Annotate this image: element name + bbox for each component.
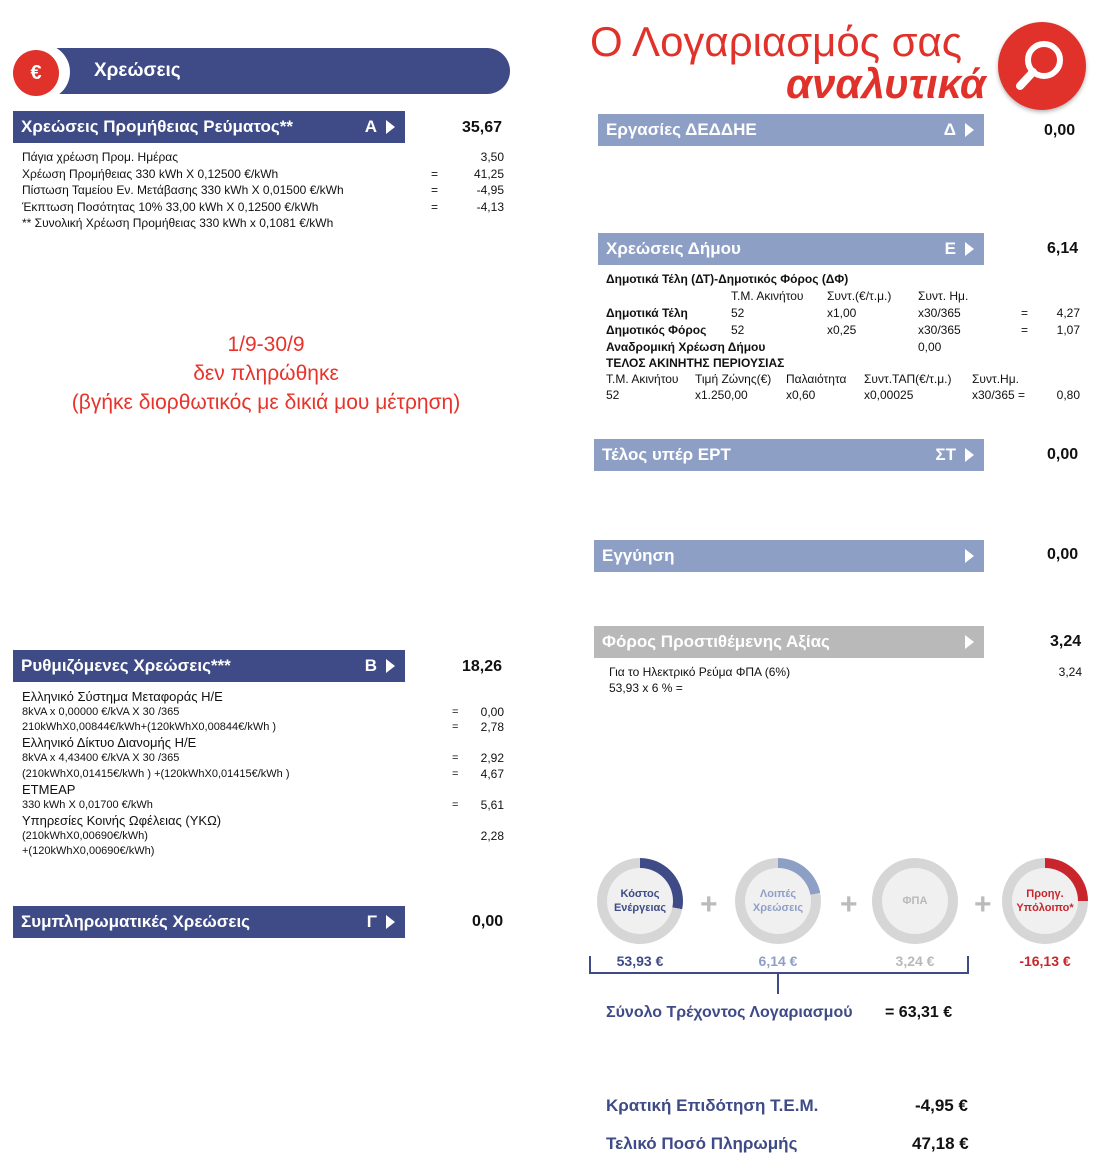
- coins-icon: €: [13, 50, 59, 96]
- summary-circle-value: 3,24 €: [895, 953, 935, 969]
- vat-line1-value: 3,24: [1058, 665, 1082, 679]
- tap-val: x0,60: [786, 388, 816, 402]
- charge-line-text: 330 kWh X 0,01700 €/kWh: [22, 798, 153, 811]
- charges-header-title: Χρεώσεις: [94, 60, 181, 81]
- triangle-right-icon: [965, 242, 974, 256]
- subsidy-value: -4,95 €: [915, 1096, 968, 1115]
- section-st-amount: 0,00: [1047, 446, 1079, 463]
- section-guarantee-amount: 0,00: [1047, 546, 1079, 563]
- triangle-right-icon: [965, 635, 974, 649]
- tap-val: x1.250,00: [695, 388, 748, 402]
- charge-line-value: 41,25: [473, 166, 504, 181]
- tap-col: Παλαιότητα: [786, 372, 847, 386]
- section-c-label: Συμπληρωματικές Χρεώσεις: [21, 912, 251, 931]
- charge-line-value: 3,50: [480, 150, 504, 164]
- section-d-label: Εργασίες ΔΕΔΔΗΕ: [606, 120, 757, 139]
- municipal-heading: Δημοτικά Τέλη (ΔΤ)-Δημοτικός Φόρος (ΔΦ): [606, 272, 849, 286]
- section-st-bar: [594, 439, 984, 471]
- charge-line-text: Έκπτωση Ποσότητας 10% 33,00 kWh X 0,12500 €/kWh: [22, 199, 319, 214]
- note-line2: δεν πληρώθηκε: [193, 362, 339, 385]
- charge-line-eq: =: [452, 752, 459, 765]
- tap-heading: ΤΕΛΟΣ ΑΚΙΝΗΤΗΣ ΠΕΡΙΟΥΣΙΑΣ: [606, 356, 785, 370]
- subsidy-label: Κρατική Επιδότηση Τ.Ε.Μ.: [606, 1096, 819, 1115]
- charge-line-value: 2,78: [480, 720, 504, 735]
- section-a-label: Χρεώσεις Προμήθειας Ρεύματος**: [21, 117, 293, 136]
- section-d-code: Δ: [943, 120, 956, 139]
- summary-circle-label: [1012, 868, 1078, 934]
- charge-line-text: Πίστωση Ταμείου Εν. Μετάβασης 330 kWh X 0,01500 €/kWh: [22, 183, 344, 197]
- section-guarantee-label: Εγγύηση: [602, 546, 675, 565]
- summary-circle-label-line2: Ενέργειας: [613, 902, 667, 914]
- section-b-bar: [13, 650, 405, 682]
- charge-line-text: 210kWhX0,00844€/kWh+(120kWhX0,00844€/kWh ): [22, 721, 277, 734]
- vat-line1: Για το Ηλεκτρικό Ρεύμα ΦΠΑ (6%): [609, 665, 791, 679]
- section-e-bar: [598, 233, 984, 265]
- municipal-row-eq: =: [1021, 323, 1029, 337]
- municipal-row-eq: =: [1021, 306, 1029, 320]
- charge-line-value: 5,61: [480, 797, 504, 812]
- charge-line-text: ** Συνολική Χρέωση Προμήθειας 330 kWh x 0,1081 €/kWh: [22, 216, 334, 230]
- section-c-code: Γ: [366, 912, 377, 931]
- municipal-row-name: Δημοτικά Τέλη: [606, 306, 688, 320]
- municipal-row-name: Δημοτικός Φόρος: [606, 323, 707, 337]
- section-vat-label: Φόρος Προστιθέμενης Αξίας: [602, 632, 830, 651]
- municipal-row-tm: 52: [731, 323, 745, 337]
- municipal-row-days: x30/365: [918, 306, 961, 320]
- charge-line-eq: =: [431, 166, 439, 181]
- summary-circle-value: 53,93 €: [616, 953, 664, 969]
- charge-line-value: 4,67: [480, 766, 504, 781]
- triangle-right-icon: [386, 915, 395, 929]
- triangle-right-icon: [965, 549, 974, 563]
- municipal-row-value: 1,07: [1056, 323, 1080, 337]
- summary-circle-label-line1: Κόστος: [620, 888, 660, 900]
- summary-circle: [1002, 858, 1088, 944]
- charge-group-heading: Ελληνικό Σύστημα Μεταφοράς Η/Ε: [22, 689, 223, 704]
- charge-line-eq: =: [431, 199, 439, 214]
- section-vat-amount: 3,24: [1050, 633, 1082, 650]
- triangle-right-icon: [965, 448, 974, 462]
- charge-line-value: -4,13: [476, 199, 504, 214]
- page-title-line1: Ο Λογαριασμός σας: [590, 18, 963, 65]
- triangle-right-icon: [965, 123, 974, 137]
- charge-line-eq: =: [452, 721, 459, 734]
- retro-value: 0,00: [918, 340, 942, 354]
- section-b-code: Β: [364, 656, 377, 675]
- charge-line-text: +(120kWhX0,00690€/kWh): [22, 845, 155, 858]
- summary-circle-label-line1: ΦΠΑ: [902, 895, 928, 907]
- note-line1: 1/9-30/9: [227, 333, 305, 356]
- charge-line-value: 0,00: [480, 705, 504, 719]
- municipal-row-tm: 52: [731, 306, 745, 320]
- charge-line-text: 8kVA x 0,00000 €/kVA X 30 /365: [22, 706, 180, 718]
- summary-bracket: [589, 956, 969, 974]
- summary-circle: [597, 858, 683, 944]
- tap-val: x0,00025: [864, 388, 914, 402]
- charge-line-value: 2,28: [480, 829, 504, 843]
- charge-line-text: 8kVA x 4,43400 €/kVA X 30 /365: [22, 752, 180, 765]
- charge-line-text: Πάγια χρέωση Προμ. Ημέρας: [22, 150, 179, 164]
- annotation-note: [20, 330, 512, 417]
- tap-col: Συντ.Ημ.: [972, 372, 1019, 386]
- section-d-bar: [598, 114, 984, 146]
- municipal-col-tm: Τ.Μ. Ακινήτου: [731, 289, 804, 303]
- tap-value: 0,80: [1056, 388, 1080, 402]
- summary-circle-label-line2: Υπόλοιπο*: [1016, 902, 1074, 914]
- charge-line-eq: =: [452, 767, 459, 780]
- charge-line-eq: =: [452, 798, 459, 811]
- final-label: Τελικό Ποσό Πληρωμής: [606, 1134, 798, 1153]
- charge-line-text: (210kWhX0,01415€/kWh ) +(120kWhX0,01415€/kWh ): [22, 767, 290, 780]
- charge-group-heading: ΕΤΜΕΑΡ: [22, 781, 76, 797]
- charge-group-heading: Ελληνικό Δίκτυο Διανομής Η/Ε: [22, 735, 197, 751]
- section-c-bar: [13, 906, 405, 938]
- note-line3: (βγήκε διορθωτικός με δικιά μου μέτρηση): [71, 391, 461, 414]
- municipal-col-days: Συντ. Ημ.: [918, 289, 969, 303]
- charge-line-value: 2,92: [480, 751, 504, 766]
- charge-group-heading: Υπηρεσίες Κοινής Ωφέλειας (ΥΚΩ): [22, 813, 222, 828]
- retro-label: Αναδρομική Χρέωση Δήμου: [606, 340, 766, 354]
- charge-line-eq: =: [431, 183, 439, 197]
- summary-circle-label-line1: Λοιπές: [759, 888, 797, 900]
- section-d-amount: 0,00: [1044, 122, 1076, 139]
- section-guarantee-bar: [594, 540, 984, 572]
- search-icon[interactable]: [998, 22, 1086, 110]
- section-st-code: ΣΤ: [935, 445, 956, 464]
- summary-circle: [872, 858, 958, 944]
- charge-line-text: Χρέωση Προμήθειας 330 kWh X 0,12500 €/kWh: [22, 166, 279, 181]
- total-label: Σύνολο Τρέχοντος Λογαριασμού: [606, 1004, 853, 1021]
- tap-col: Τ.Μ. Ακινήτου: [606, 372, 679, 386]
- total-value: = 63,31 €: [885, 1004, 953, 1021]
- section-b-amount: 18,26: [462, 658, 503, 675]
- section-e-amount: 6,14: [1047, 240, 1079, 257]
- municipal-row-coef: x0,25: [827, 323, 857, 337]
- section-e-code: Ε: [944, 239, 956, 258]
- final-value: 47,18 €: [912, 1134, 969, 1153]
- summary-bracket-stem: [777, 974, 779, 994]
- section-st-label: Τέλος υπέρ ΕΡΤ: [602, 445, 731, 464]
- section-vat-bar: [594, 626, 984, 658]
- summary-circle-value: 6,14 €: [758, 953, 798, 969]
- summary-circle-label-line2: Χρεώσεις: [752, 902, 804, 914]
- municipal-row-value: 4,27: [1056, 306, 1080, 320]
- summary-circle-label: [882, 868, 948, 934]
- summary-circle-label: [607, 868, 673, 934]
- charge-line-eq: =: [452, 706, 459, 718]
- section-a-amount: 35,67: [462, 119, 503, 136]
- tap-val: 52: [606, 388, 620, 402]
- plus-sign: +: [974, 888, 992, 921]
- tap-val: x30/365 =: [972, 388, 1026, 402]
- section-c-amount: 0,00: [472, 913, 504, 930]
- section-b-label: Ρυθμιζόμενες Χρεώσεις***: [21, 656, 231, 675]
- tap-col: Συντ.ΤΑΠ(€/τ.μ.): [864, 372, 952, 386]
- section-a-code: Α: [364, 117, 377, 136]
- plus-sign: +: [840, 888, 858, 921]
- tap-col: Τιμή Ζώνης(€): [695, 372, 772, 386]
- plus-sign: +: [700, 888, 718, 921]
- summary-circle-label: [745, 868, 811, 934]
- summary-circle-value: -16,13 €: [1019, 953, 1071, 969]
- page-title-line2: αναλυτικά: [786, 60, 986, 107]
- vat-line2: 53,93 x 6 % =: [609, 681, 683, 695]
- municipal-row-coef: x1,00: [827, 306, 857, 320]
- charge-line-value: -4,95: [476, 183, 504, 197]
- municipal-col-coef: Συντ.(€/τ.μ.): [827, 289, 892, 303]
- section-a-bar: [13, 111, 405, 143]
- triangle-right-icon: [386, 659, 395, 673]
- summary-circle-label-line1: Προηγ.: [1026, 888, 1064, 900]
- summary-circle: [735, 858, 821, 944]
- municipal-row-days: x30/365: [918, 323, 961, 337]
- triangle-right-icon: [386, 120, 395, 134]
- charge-line-text: (210kWhX0,00690€/kWh): [22, 830, 148, 842]
- section-e-label: Χρεώσεις Δήμου: [606, 239, 741, 258]
